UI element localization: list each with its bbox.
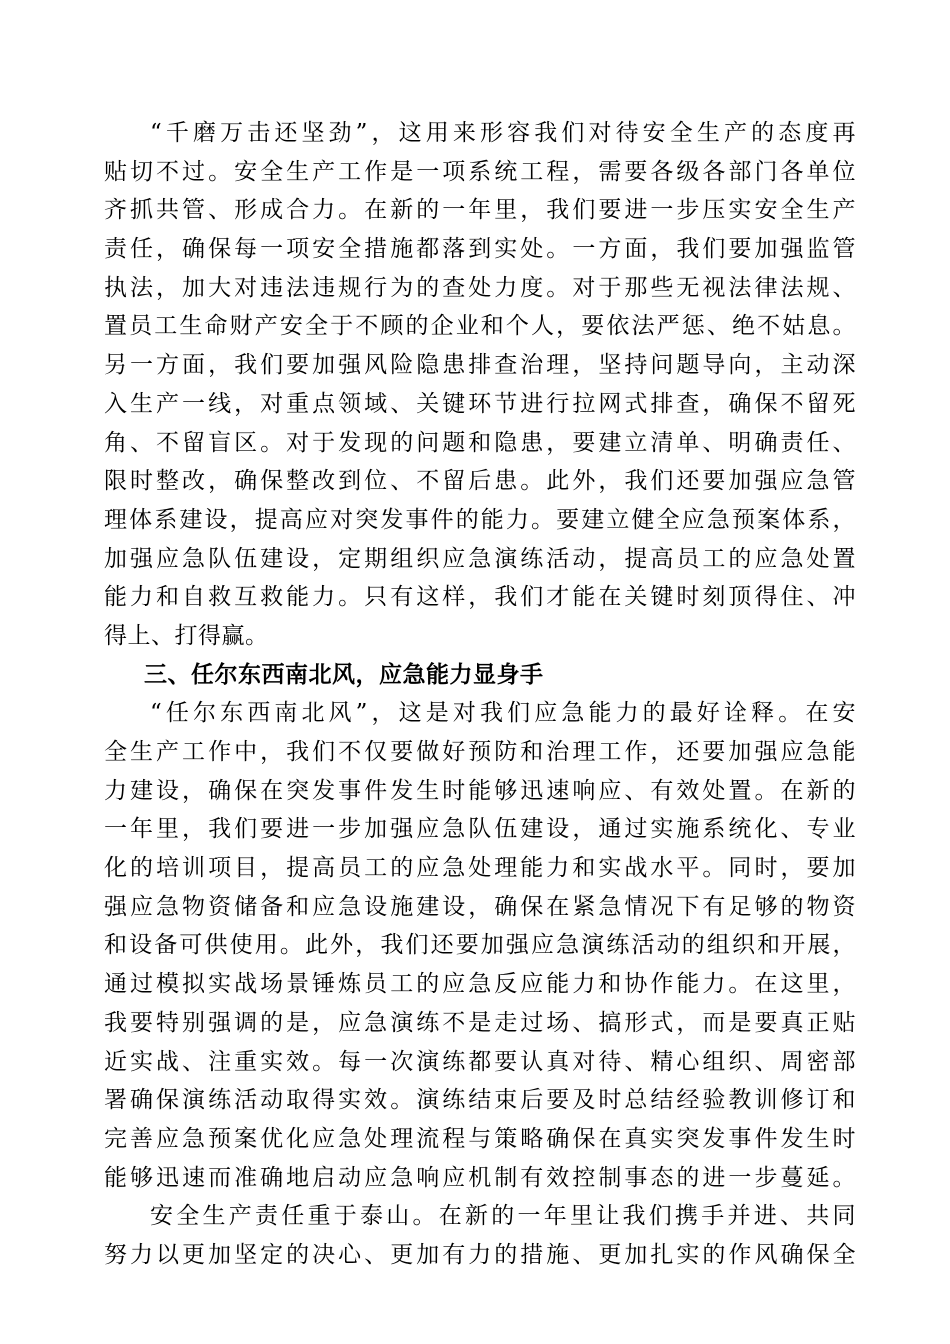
text-line: 角、不留盲区。对于发现的问题和隐患，要建立清单、明确责任、 [104,429,856,456]
text-line: “千磨万击还坚劲”，这用来形容我们对待安全生产的态度再 [150,120,856,146]
paragraph-conclusion [104,1197,856,1274]
text-line: 得上、打得赢。 [104,622,269,649]
text-line: 我要特别强调的是，应急演练不是走过场、搞形式，而是要真正贴 [104,1009,856,1036]
text-line: 全生产工作中，我们不仅要做好预防和治理工作，还要加强应急能 [104,739,856,765]
text-line: 置员工生命财产安全于不顾的企业和个人，要依法严惩、绝不姑息。 [104,313,856,340]
text-line: 署确保演练活动取得实效。演练结束后要及时总结经验教训修订和 [104,1087,856,1114]
text-line: 近实战、注重实效。每一次演练都要认真对待、精心组织、周密部 [104,1048,856,1075]
text-line: 安全生产责任重于泰山。在新的一年里让我们携手并进、共同 [150,1203,856,1230]
text-line: “任尔东西南北风”，这是对我们应急能力的最好诠释。在安 [150,700,856,727]
paragraph-responsibility [104,114,856,656]
text-line: 理体系建设，提高应对突发事件的能力。要建立健全应急预案体系， [104,506,856,533]
text-line: 强应急物资储备和应急设施建设，确保在紧急情况下有足够的物资 [104,893,856,920]
text-line: 齐抓共管、形成合力。在新的一年里，我们要进一步压实安全生产 [104,197,856,224]
text-line: 努力以更加坚定的决心、更加有力的措施、更加扎实的作风确保全 [104,1241,856,1268]
text-line: 力建设，确保在突发事件发生时能够迅速响应、有效处置。在新的 [104,777,856,804]
text-line: 加强应急队伍建设，定期组织应急演练活动，提高员工的应急处置 [104,545,856,572]
document-body [104,114,856,1275]
text-line: 执法，加大对违法违规行为的查处力度。对于那些无视法律法规、 [104,274,856,301]
section-heading: 三、任尔东西南北风，应急能力显身手 [144,661,544,688]
text-line: 一年里，我们要进一步加强应急队伍建设，通过实施系统化、专业 [104,816,856,843]
paragraph-emergency [104,694,856,1197]
text-line: 能够迅速而准确地启动应急响应机制有效控制事态的进一步蔓延。 [104,1164,856,1191]
text-line: 贴切不过。安全生产工作是一项系统工程，需要各级各部门各单位 [104,158,856,185]
text-line: 限时整改，确保整改到位、不留后患。此外，我们还要加强应急管 [104,468,856,495]
text-line: 能力和自救互救能力。只有这样，我们才能在关键时刻顶得住、冲 [104,584,856,611]
text-line: 完善应急预案优化应急处理流程与策略确保在真实突发事件发生时 [104,1125,856,1152]
text-line: 另一方面，我们要加强风险隐患排查治理，坚持问题导向，主动深 [104,352,856,379]
text-line: 通过模拟实战场景锤炼员工的应急反应能力和协作能力。在这里， [104,971,856,998]
text-line: 和设备可供使用。此外，我们还要加强应急演练活动的组织和开展， [104,932,856,959]
text-line: 化的培训项目，提高员工的应急处理能力和实战水平。同时，要加 [104,855,856,882]
text-line: 责任，确保每一项安全措施都落到实处。一方面，我们要加强监管 [104,236,856,263]
text-line: 入生产一线，对重点领域、关键环节进行拉网式排查，确保不留死 [104,390,856,417]
